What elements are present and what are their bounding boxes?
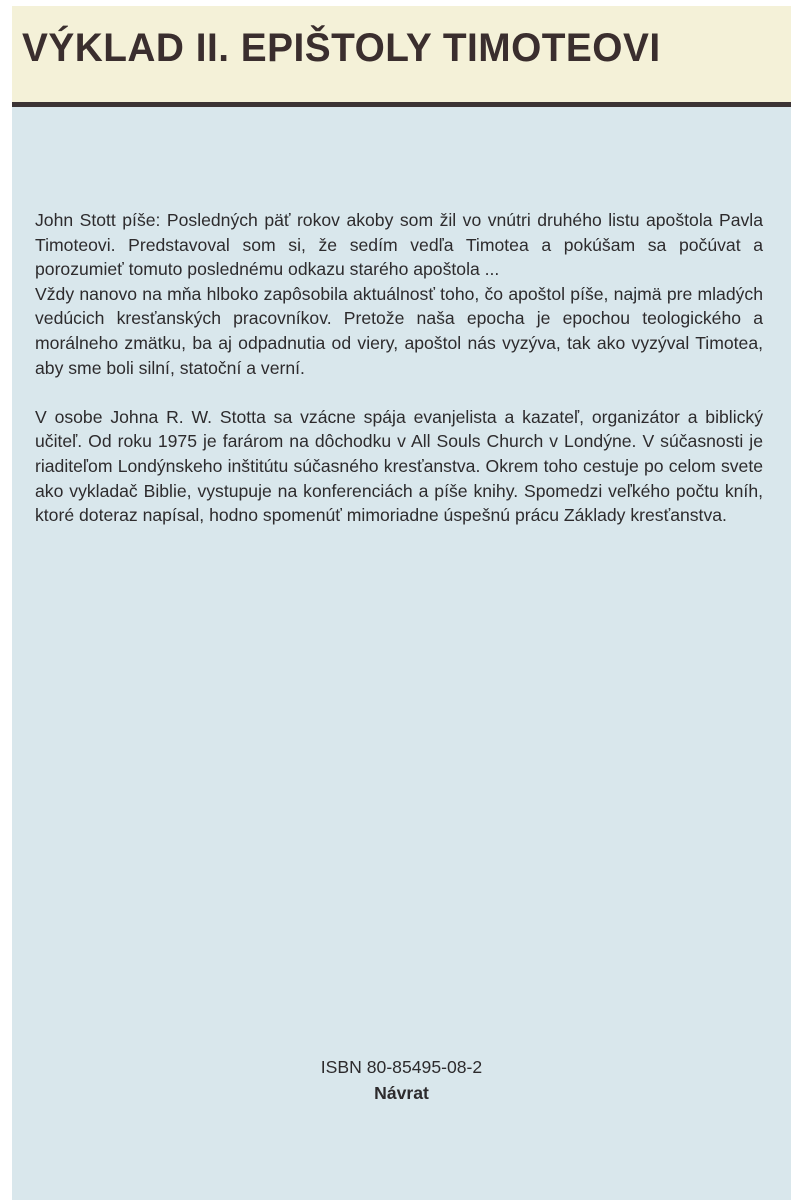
imprint bbox=[12, 1054, 791, 1106]
isbn: ISBN 80-85495-08-2 bbox=[320, 1057, 483, 1077]
book-back-cover bbox=[12, 6, 791, 1200]
title-band bbox=[12, 6, 791, 102]
publisher-name: Návrat bbox=[374, 1083, 429, 1103]
blurb-text bbox=[23, 208, 763, 528]
author-bio-paragraph: V osobe Johna R. W. Stotta sa vzácne spája evanjelista a kazateľ, organizátor a biblický učiteľ. Od roku 1975 je farárom na dôchodku v All Souls Church v Londýne. V súčasnosti je riaditeľom Londýnskeho inštitútu súčasného kresťanstva. Okrem toho cestuje po celom svete ako vykladač Biblie, vystupuje na konferenciách a píše knihy. Spomedzi veľkého počtu kníh, ktoré doteraz napísal, hodno spomenúť mimoriadne úspešnú prácu Základy kresťanstva. bbox=[35, 406, 763, 526]
blurb-paragraph-1: John Stott píše: Posledných päť rokov akoby som žil vo vnútri druhého listu apoštola Pavla Timoteovi. Predstavoval som si, že sedím vedľa Timotea a pokúšam sa počúvat a porozumieť tomuto poslednému odkazu starého apoštola ... bbox=[35, 210, 763, 280]
blurb-paragraph-2: Vždy nanovo na mňa hlboko zapôsobila aktuálnosť toho, čo apoštol píše, najmä pre mladých vedúcich kresťanských pracovníkov. Pretože naša epocha je epochou teologického a morálneho zmätku, ba aj odpadnutia od viery, apoštol nás vyzýva, tak ako vyzýval Timotea, aby sme boli silní, statoční a verní. bbox=[35, 283, 763, 378]
title-divider bbox=[12, 102, 791, 107]
paragraph-gap bbox=[23, 380, 763, 405]
book-title: VÝKLAD II. EPIŠTOLY TIMOTEOVI bbox=[22, 26, 661, 70]
